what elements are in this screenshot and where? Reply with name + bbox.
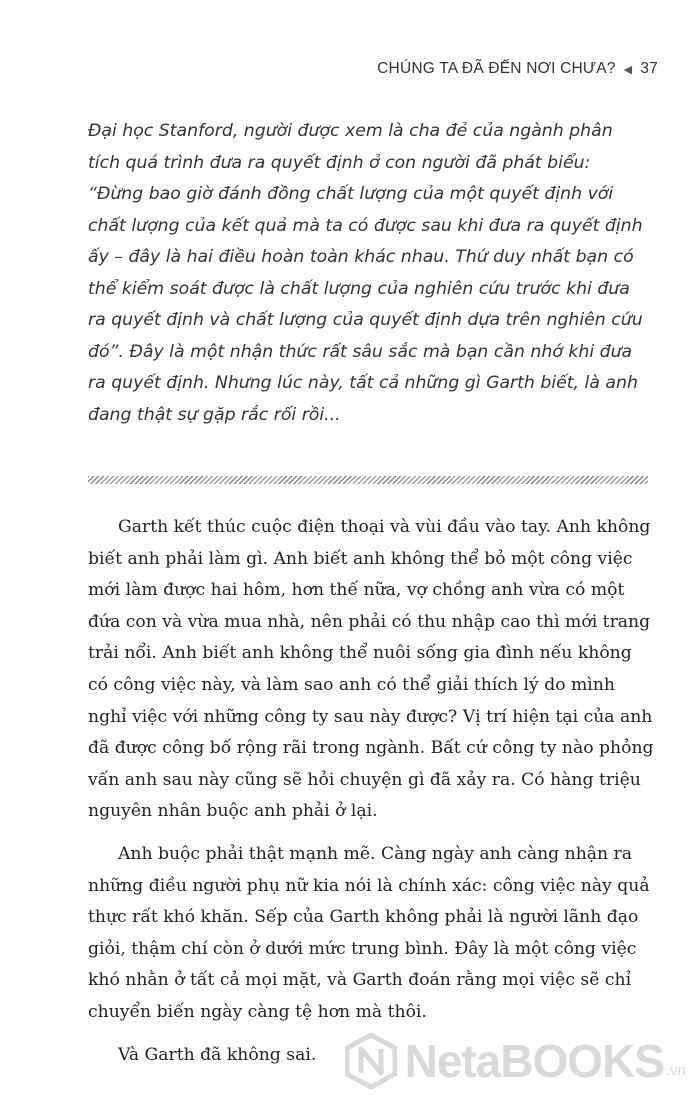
watermark-brand: NetaBOOKS bbox=[404, 1035, 664, 1087]
hatched-divider bbox=[88, 476, 648, 484]
watermark bbox=[345, 1033, 686, 1089]
watermark-suffix: .vn bbox=[665, 1062, 686, 1079]
netabooks-logo-icon bbox=[345, 1033, 397, 1089]
quote-block bbox=[88, 116, 648, 431]
body-text bbox=[88, 512, 654, 1082]
paragraph: Garth kết thúc cuộc điện thoại và vùi đầu vào tay. Anh không biết anh phải làm gì. Anh biết anh không thể bỏ một công việc mới làm được hai hôm, hơn thế nữa, vợ chồng anh vừa có một đứa con và vừa mua nhà, nên phải có thu nhập cao thì mới trang trải nổi. Anh biết anh không thể nuôi sống gia đình nếu không có công việc này, và làm sao anh có thể giải thích lý do mình nghỉ việc với những công ty sau này được? Vị trí hiện tại của anh đã được công bố rộng rãi trong ngành. Bất cứ công ty nào phỏng vấn anh sau này cũng sẽ hỏi chuyện gì đã xảy ra. Có hàng triệu nguyên nhân buộc anh phải ở lại. bbox=[88, 517, 654, 822]
paragraph: Và Garth đã không sai. bbox=[118, 1044, 317, 1065]
quote-text: Đại học Stanford, người được xem là cha đẻ của ngành phân tích quá trình đưa ra quyết định ở con người đã phát biểu: “Đừng bao giờ đánh đồng chất lượng của một quyết định với chất lượng của kết quả mà ta có được sau khi đưa ra quyết định ấy – đây là hai điều hoàn toàn khác nhau. Thứ duy nhất bạn có thể kiểm soát được là chất lượng của nghiên cứu trước khi đưa ra quyết định và chất lượng của quyết định dựa trên nghiên cứu đó”. Đây là một nhận thức rất sâu sắc mà bạn cần nhớ khi đưa ra quyết định. Nhưng lúc này, tất cả những gì Garth biết, là anh đang thật sự gặp rắc rối rồi... bbox=[88, 121, 643, 425]
page-number: 37 bbox=[640, 60, 658, 77]
running-header bbox=[377, 60, 658, 78]
triangle-left-icon: ◀ bbox=[623, 63, 633, 76]
chapter-title: CHÚNG TA ĐÃ ĐẾN NƠI CHƯA? bbox=[377, 60, 616, 77]
paragraph: Anh buộc phải thật mạnh mẽ. Càng ngày anh càng nhận ra những điều người phụ nữ kia nói là chính xác: công việc này quả thực rất khó khăn. Sếp của Garth không phải là người lãnh đạo giỏi, thậm chí còn ở dưới mức trung bình. Đây là một công việc khó nhằn ở tất cả mọi mặt, và Garth đoán rằng mọi việc sẽ chỉ chuyển biến ngày càng tệ hơn mà thôi. bbox=[88, 843, 650, 1022]
